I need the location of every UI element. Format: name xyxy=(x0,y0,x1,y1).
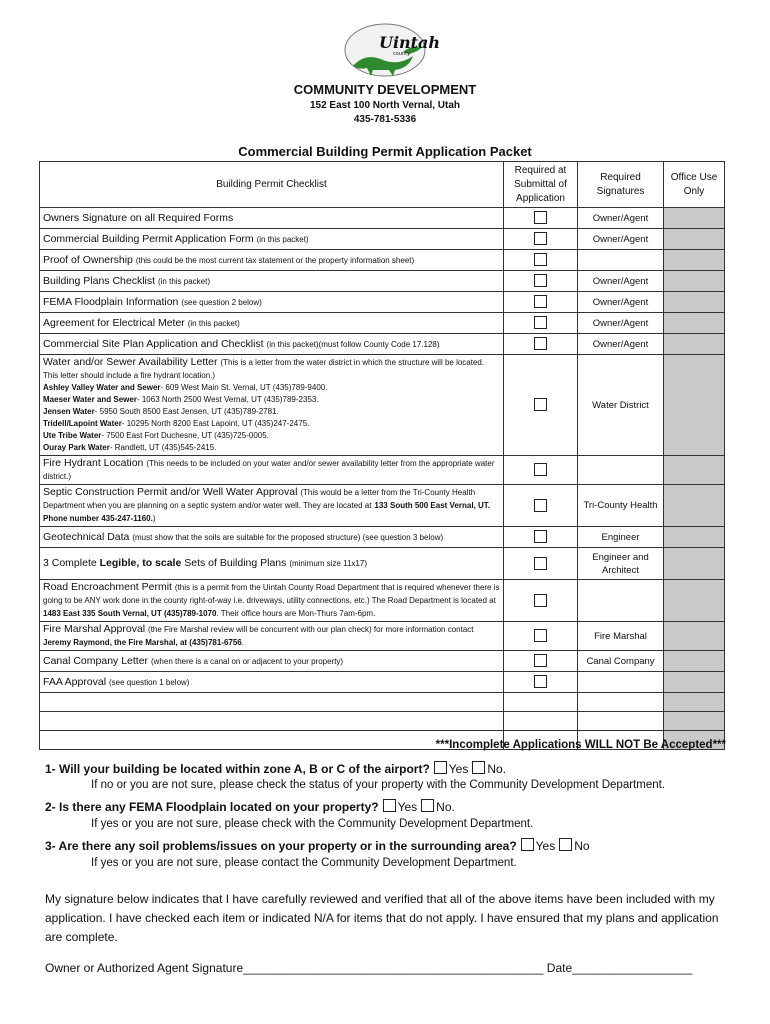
item-note: (minimum size 11x17) xyxy=(289,559,367,568)
office-use-cell xyxy=(664,622,725,651)
item-label: Septic Construction Permit and/or Well Water Approval xyxy=(43,486,298,498)
required-signature: Tri-County Health xyxy=(578,485,664,527)
item-label-post: Sets of Building Plans xyxy=(184,557,287,569)
col-header-office: Office Use Only xyxy=(664,162,725,208)
item-label: Agreement for Electrical Meter xyxy=(43,316,185,329)
item-checkbox[interactable] xyxy=(534,398,547,411)
item-label: FEMA Floodplain Information xyxy=(43,295,179,308)
required-signature: Engineer xyxy=(578,527,664,548)
item-note: (in this packet) xyxy=(157,276,211,286)
item-note: (see question 1 below) xyxy=(108,677,190,687)
item-checkbox[interactable] xyxy=(534,337,547,350)
office-use-cell xyxy=(664,548,725,580)
no-label: No xyxy=(574,839,590,853)
declaration-text: My signature below indicates that I have carefully reviewed and verified that all of the above items have been included with my application. I have checked each item or indicated N/A for items that do not apply. I have ensured that my plans and application are complete. xyxy=(45,892,719,944)
item-note: (in this packet) xyxy=(256,234,309,244)
item-checkbox[interactable] xyxy=(534,654,547,667)
table-row-blank xyxy=(40,693,725,712)
table-row xyxy=(40,485,725,527)
item-checkbox[interactable] xyxy=(534,675,547,688)
required-signature: Owner/Agent xyxy=(578,208,664,229)
blank-item-cell[interactable] xyxy=(40,693,504,712)
item-label: Water and/or Sewer Availability Letter xyxy=(43,356,218,368)
table-row xyxy=(40,334,725,355)
yes-label: Yes xyxy=(535,839,556,853)
item-note: (This needs to be included on your water and/or sewer availability letter from the appropriate water district.) xyxy=(43,459,495,481)
item-note: (This is a letter from the water district in which the structure will be located. This letter should include a fire hydrant location.) xyxy=(43,358,485,380)
question-3-note: If yes or you are not sure, please contact the Community Development Department. xyxy=(91,857,517,869)
yes-checkbox[interactable] xyxy=(434,761,447,774)
item-label: Geotechnical Data xyxy=(43,530,130,543)
table-row xyxy=(40,271,725,292)
required-signature: Fire Marshal xyxy=(578,622,664,651)
item-checkbox[interactable] xyxy=(534,499,547,512)
office-use-cell xyxy=(664,456,725,485)
required-signature: Water District xyxy=(578,355,664,456)
item-note: (This would be a letter from the Tri-County Health Department when you are planning on a septic system and/or water well. They are located at xyxy=(43,488,476,510)
office-use-cell xyxy=(664,334,725,355)
water-district-entry: Maeser Water and Sewer- 1063 North 2500 West Vernal, UT (435)789-2353. xyxy=(43,395,319,404)
required-signature: Owner/Agent xyxy=(578,271,664,292)
table-row-blank xyxy=(40,712,725,731)
required-signature xyxy=(578,580,664,622)
table-row xyxy=(40,250,725,271)
item-checkbox[interactable] xyxy=(534,629,547,642)
yes-checkbox[interactable] xyxy=(383,799,396,812)
checklist-table xyxy=(39,161,725,750)
col-header-required: Required at Submittal of Application xyxy=(504,162,578,208)
required-signature xyxy=(578,456,664,485)
office-use-cell xyxy=(664,229,725,250)
item-label: Road Encroachment Permit xyxy=(43,581,172,593)
table-row xyxy=(40,672,725,693)
item-note: (in this packet)(must follow County Code 17.128) xyxy=(266,339,440,349)
item-note: (this is a permit from the Uintah County Road Department that is required whenever there is going to be ANY work done in the county right-of-way i.e. driveways, utility connections, etc.) The Road Department is located at xyxy=(43,583,500,605)
question-text: 2- Is there any FEMA Floodplain located on your property? xyxy=(45,800,379,814)
col-header-checklist: Building Permit Checklist xyxy=(40,162,504,208)
table-row xyxy=(40,208,725,229)
item-label: Canal Company Letter xyxy=(43,654,149,667)
org-name: COMMUNITY DEVELOPMENT xyxy=(293,82,477,97)
table-row xyxy=(40,456,725,485)
required-signature: Engineer and Architect xyxy=(578,548,664,580)
item-label: Owners Signature on all Required Forms xyxy=(43,211,234,224)
item-note-bold: Jeremy Raymond, the Fire Marshal, at (435)781-6756 xyxy=(43,638,242,647)
required-signature: Owner/Agent xyxy=(578,313,664,334)
required-signature xyxy=(578,672,664,693)
no-checkbox[interactable] xyxy=(421,799,434,812)
item-note-tail: . xyxy=(241,638,244,647)
item-note: (the Fire Marshal review will be concurrent with our plan check) for more information contact xyxy=(148,625,474,634)
office-use-cell xyxy=(664,355,725,456)
no-checkbox[interactable] xyxy=(472,761,485,774)
question-2 xyxy=(45,799,455,814)
item-checkbox[interactable] xyxy=(534,232,547,245)
item-checkbox[interactable] xyxy=(534,594,547,607)
item-label: Proof of Ownership xyxy=(43,253,133,266)
required-signature: Owner/Agent xyxy=(578,229,664,250)
page-title: Commercial Building Permit Application Packet xyxy=(238,144,532,159)
office-use-cell xyxy=(664,580,725,622)
required-signature xyxy=(578,250,664,271)
required-signature: Canal Company xyxy=(578,651,664,672)
table-row xyxy=(40,229,725,250)
item-note: (in this packet) xyxy=(187,318,240,328)
item-checkbox[interactable] xyxy=(534,253,547,266)
question-2-note: If yes or you are not sure, please check with the Community Development Department. xyxy=(91,818,534,830)
table-row xyxy=(40,313,725,334)
item-label: Fire Hydrant Location xyxy=(43,457,144,469)
item-note-bold: 1483 East 335 South Vernal, UT (435)789-1070 xyxy=(43,609,217,618)
table-row xyxy=(40,527,725,548)
water-district-entry: Tridell/Lapoint Water- 10295 North 8200 East Lapoint, UT (435)247-2475. xyxy=(43,419,310,428)
org-address: 152 East 100 North Vernal, Utah xyxy=(309,100,461,111)
item-label: Building Plans Checklist xyxy=(43,274,156,287)
required-signature: Owner/Agent xyxy=(578,334,664,355)
question-1-note: If no or you are not sure, please check the status of your property with the Community Development Department. xyxy=(91,779,666,791)
table-row xyxy=(40,651,725,672)
yes-label: Yes xyxy=(397,800,418,814)
item-checkbox[interactable] xyxy=(534,530,547,543)
question-text: 3- Are there any soil problems/issues on your property or in the surrounding area? xyxy=(45,839,517,853)
item-checkbox[interactable] xyxy=(534,557,547,570)
required-signature: Owner/Agent xyxy=(578,292,664,313)
water-district-entry: Jensen Water- 5950 South 8500 East Jensen, UT (435)789-2781. xyxy=(43,407,279,416)
col-header-signatures: Required Signatures xyxy=(578,162,664,208)
item-label: 3 Complete xyxy=(43,557,97,569)
question-text: 1- Will your building be located within zone A, B or C of the airport? xyxy=(45,762,430,776)
office-use-cell xyxy=(664,485,725,527)
office-use-cell xyxy=(664,651,725,672)
no-label: No. xyxy=(436,800,455,814)
item-label: FAA Approval xyxy=(43,675,107,688)
item-checkbox[interactable] xyxy=(534,295,547,308)
office-use-cell xyxy=(664,527,725,548)
office-use-cell xyxy=(664,313,725,334)
table-row xyxy=(40,580,725,622)
item-note-tail: ) xyxy=(152,514,156,523)
item-note: (must show that the soils are suitable for the proposed structure) (see question 3 below) xyxy=(132,532,444,542)
table-row xyxy=(40,292,725,313)
office-use-cell xyxy=(664,672,725,693)
office-use-cell xyxy=(664,271,725,292)
item-checkbox[interactable] xyxy=(534,211,547,224)
water-district-entry: Ouray Park Water- Randlett, UT (435)545-2415. xyxy=(43,443,217,452)
item-label: Fire Marshal Approval xyxy=(43,623,146,635)
item-note-bold: 133 South 500 East Vernal, UT. Phone number 435-247-1160. xyxy=(43,501,491,523)
question-3 xyxy=(45,838,590,853)
yes-checkbox[interactable] xyxy=(521,838,534,851)
uintah-county-logo xyxy=(343,22,441,80)
svg-text:county: county xyxy=(393,51,411,57)
signature-line[interactable]: Owner or Authorized Agent Signature_____________________________________________ Date__________________ xyxy=(45,961,693,975)
item-checkbox[interactable] xyxy=(534,463,547,476)
no-checkbox[interactable] xyxy=(559,838,572,851)
item-checkbox[interactable] xyxy=(534,316,547,329)
item-note: (see question 2 below) xyxy=(181,297,262,307)
incomplete-warning: ***Incomplete Applications WILL NOT Be Accepted*** xyxy=(435,739,726,751)
office-use-cell xyxy=(664,208,725,229)
item-label-bold: Legible, to scale xyxy=(99,557,182,569)
item-checkbox[interactable] xyxy=(534,274,547,287)
svg-text:Uintah: Uintah xyxy=(379,33,441,52)
table-row xyxy=(40,622,725,651)
office-use-cell xyxy=(664,250,725,271)
item-label: Commercial Site Plan Application and Checklist xyxy=(43,337,264,350)
yes-label: Yes xyxy=(448,762,469,776)
office-use-cell xyxy=(664,292,725,313)
table-row xyxy=(40,548,725,580)
table-row xyxy=(40,355,725,456)
item-label: Commercial Building Permit Application Form xyxy=(43,232,254,245)
item-note: (when there is a canal on or adjacent to your property) xyxy=(150,656,344,666)
no-label: No. xyxy=(487,762,507,776)
org-phone: 435-781-5336 xyxy=(353,114,417,125)
item-note-tail: . Their office hours are Mon-Thurs 7am-6pm. xyxy=(216,609,376,618)
water-district-entry: Ute Tribe Water- 7500 East Fort Duchesne, UT (435)725-0005. xyxy=(43,431,269,440)
item-note: (this could be the most current tax statement or the property information sheet) xyxy=(135,255,415,265)
blank-item-cell[interactable] xyxy=(40,712,504,731)
question-1 xyxy=(45,761,506,776)
water-district-entry: Ashley Valley Water and Sewer- 609 West Main St. Vernal, UT (435)789-9400. xyxy=(43,383,328,392)
